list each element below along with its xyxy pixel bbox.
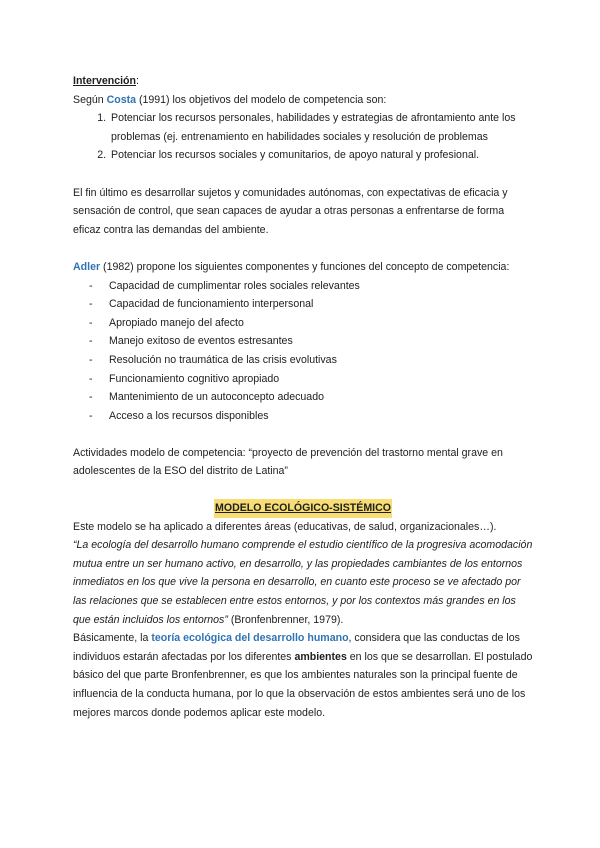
theory-paragraph: Básicamente, la teoría ecológica del desarrollo humano, considera que las conductas de los individuos estarán afectadas por los diferentes ambientes en los que se desarrollan. El postulado básico del que parte Bronfenbrenner, es que los ambientes naturales son la principal fuente de influencia de la conducta humana, por lo que la observación de estos ambientes será uno de los mejores marcos donde podemos aplicar este modelo. — [73, 632, 533, 719]
list-item: 2. Potenciar los recursos sociales y comunitarios, de apoyo natural y profesional. — [109, 146, 533, 165]
document-body — [73, 72, 533, 722]
costa-author: Costa — [106, 93, 137, 106]
list-item: - Resolución no traumática de las crisis evolutivas — [73, 351, 533, 370]
components-list — [73, 277, 533, 426]
adler-author: Adler — [73, 260, 101, 273]
objectives-list — [73, 109, 533, 165]
list-item: 1. Potenciar los recursos personales, habilidades y estrategias de afrontamiento ante los problemas (ej. entrenamiento en habilidades sociales y resolución de problemas — [109, 109, 533, 146]
bronfenbrenner-quote: “La ecología del desarrollo humano comprende el estudio científico de la progresiva acomodación mutua entre un ser humano activo, en desarrollo, y las propiedades cambiantes de los entornos inmediatos en los que vive la persona en desarrollo, en cuanto este proceso se ve afectado por las relaciones que se establecen entre estos entornos, y por los contextos más grandes en los que están incluidos los entornos” (Bronfenbrenner, 1979). — [73, 539, 533, 626]
costa-intro: Según Costa (1991) los objetivos del modelo de competencia son: — [73, 93, 387, 106]
list-item: - Acceso a los recursos disponibles — [73, 407, 533, 426]
activities-paragraph: Actividades modelo de competencia: “proyecto de prevención del trastorno mental grave en adolescentes de la ESO del distrito de Latina” — [73, 446, 503, 478]
applied-areas: Este modelo se ha aplicado a diferentes áreas (educativas, de salud, organizacionales…). — [73, 520, 497, 533]
list-item: - Capacidad de cumplimentar roles sociales relevantes — [73, 277, 533, 296]
environments-term: ambientes — [294, 650, 347, 663]
ecological-model-heading: MODELO ECOLÓGICO-SISTÉMICO — [214, 499, 392, 518]
adler-intro: Adler (1982) propone los siguientes componentes y funciones del concepto de competencia: — [73, 260, 510, 273]
intervention-title: Intervención: — [73, 75, 139, 87]
list-item: - Manejo exitoso de eventos estresantes — [73, 332, 533, 351]
list-item: - Funcionamiento cognitivo apropiado — [73, 370, 533, 389]
list-item: - Apropiado manejo del afecto — [73, 314, 533, 333]
goal-paragraph: El fin último es desarrollar sujetos y comunidades autónomas, con expectativas de eficacia y sensación de control, que sean capaces de ayudar a otras personas a enfrentarse de forma eficaz contra las demandas del ambiente. — [73, 186, 508, 236]
list-item: - Capacidad de funcionamiento interpersonal — [73, 295, 533, 314]
theory-term: teoría ecológica del desarrollo humano — [151, 632, 349, 645]
list-item: - Mantenimiento de un autoconcepto adecuado — [73, 388, 533, 407]
